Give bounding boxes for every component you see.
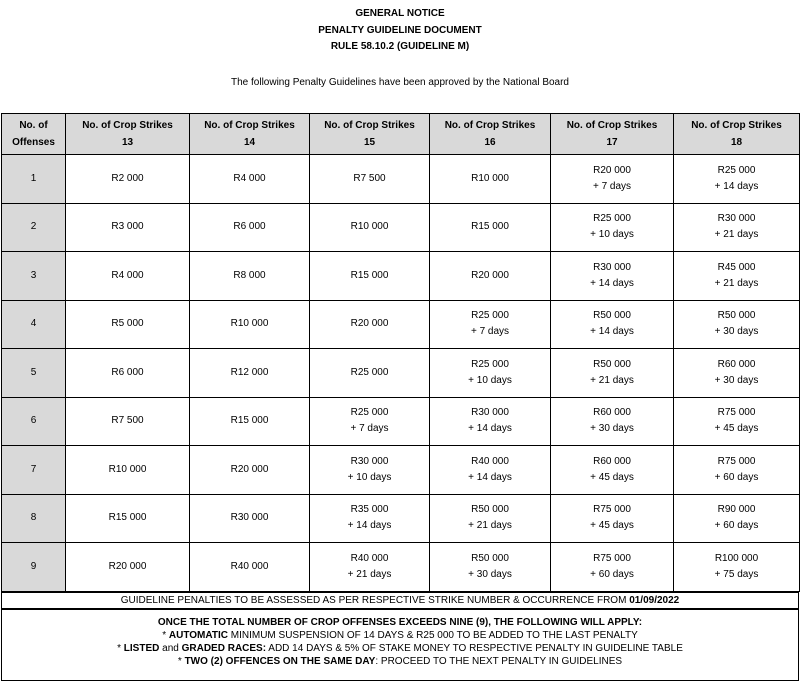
penalty-cell [674,494,800,543]
fine-amount: R50 000 [593,358,631,370]
fine-amount: R25 000 [471,358,509,370]
table-row [2,494,800,543]
fine-amount: R6 000 [111,366,144,378]
strikes-column-header: No. of Crop Strikes 13 [66,114,190,155]
penalty-cell [310,300,430,349]
strikes-column-header: No. of Crop Strikes 15 [310,114,430,155]
fine-amount: R50 000 [593,310,631,322]
penalty-cell [190,446,310,495]
document-subtitle: PENALTY GUIDELINE DOCUMENT [318,25,482,36]
fine-amount: R50 000 [717,310,756,322]
fine-amount: R15 000 [108,512,147,524]
same-day-offences-note: * TWO (2) OFFENCES ON THE SAME DAY: PROCEED TO THE NEXT PENALTY IN GUIDELINES [177,656,623,667]
fine-amount: R4 000 [111,269,144,281]
fine-amount: R8 000 [233,269,266,281]
penalty-cell [430,300,551,349]
penalty-cell [430,252,551,301]
suspension-days: + 14 days [468,423,512,435]
penalty-cell [310,349,430,398]
fine-amount: R25 000 [593,213,631,225]
offense-number-cell: 7 [2,446,66,495]
offense-number-cell: 8 [2,494,66,543]
suspension-days: + 10 days [590,229,634,241]
penalty-cell [430,349,551,398]
excess-offenses-heading: ONCE THE TOTAL NUMBER OF CROP OFFENSES EXCEEDS NINE (9), THE FOLLOWING WILL APPLY: [157,617,643,628]
fine-amount: R35 000 [350,504,389,516]
table-row [2,349,800,398]
suspension-days: + 7 days [470,326,510,338]
fine-amount: R15 000 [350,269,389,281]
penalty-cell [66,155,190,204]
penalty-cell [430,203,551,252]
penalty-cell [551,155,674,204]
offense-number-cell: 9 [2,543,66,592]
suspension-days: + 14 days [590,277,634,289]
penalty-cell [310,494,430,543]
table-row [2,397,800,446]
penalty-cell [430,446,551,495]
fine-amount: R30 000 [593,261,631,273]
penalty-cell [190,543,310,592]
offense-number-cell: 2 [2,203,66,252]
table-row [2,203,800,252]
suspension-days: + 30 days [590,423,634,435]
table-row [2,543,800,592]
penalty-cell [66,349,190,398]
penalty-cell [66,300,190,349]
table-header-row [2,114,800,155]
fine-amount: R2 000 [111,172,144,184]
penalty-cell [551,494,674,543]
fine-amount: R40 000 [350,552,389,564]
fine-amount: R4 000 [233,172,266,184]
penalty-cell [66,252,190,301]
fine-amount: R20 000 [230,463,269,475]
penalty-cell [551,252,674,301]
penalty-cell [190,349,310,398]
penalty-cell [190,494,310,543]
suspension-days: + 14 days [468,471,512,483]
suspension-days: + 60 days [590,568,634,580]
suspension-days: + 14 days [347,520,392,532]
penalty-cell [66,494,190,543]
suspension-days: + 30 days [468,568,512,580]
penalty-cell [430,543,551,592]
penalty-cell [430,494,551,543]
penalty-cell [190,300,310,349]
listed-graded-note: * LISTED and GRADED RACES: ADD 14 DAYS & 5% OF STAKE MONEY TO RESPECTIVE PENALTY IN GUIDELINE TABLE [117,643,683,654]
fine-amount: R30 000 [471,407,509,419]
penalty-cell [551,300,674,349]
fine-amount: R25 000 [350,366,389,378]
suspension-days: + 21 days [714,229,759,241]
penalty-cell [310,203,430,252]
notice-title: GENERAL NOTICE [355,8,445,19]
fine-amount: R20 000 [471,269,509,281]
fine-amount: R15 000 [471,221,509,233]
excess-offenses-notes [1,609,799,681]
suspension-days: + 7 days [592,180,632,192]
fine-amount: R25 000 [350,407,389,419]
suspension-days: + 45 days [590,471,634,483]
suspension-days: + 21 days [347,568,392,580]
penalty-cell [674,349,800,398]
penalty-cell [310,252,430,301]
penalty-cell [66,446,190,495]
fine-amount: R6 000 [233,221,266,233]
fine-amount: R10 000 [471,172,509,184]
penalty-cell [674,155,800,204]
fine-amount: R7 500 [353,172,386,184]
penalty-cell [551,543,674,592]
suspension-days: + 21 days [714,277,759,289]
fine-amount: R30 000 [350,455,389,467]
strikes-column-header: No. of Crop Strikes 16 [430,114,551,155]
penalty-cell [551,397,674,446]
penalty-cell [674,446,800,495]
offense-number-cell: 3 [2,252,66,301]
table-row [2,155,800,204]
offense-number-cell: 1 [2,155,66,204]
table-row [2,446,800,495]
penalty-cell [674,252,800,301]
penalty-cell [190,397,310,446]
fine-amount: R10 000 [230,318,269,330]
fine-amount: R60 000 [593,455,631,467]
fine-amount: R40 000 [230,560,269,572]
fine-amount: R100 000 [714,552,759,564]
suspension-days: + 10 days [347,471,392,483]
penalty-cell [190,155,310,204]
fine-amount: R30 000 [230,512,269,524]
table-row [2,300,800,349]
penalty-cell [310,155,430,204]
rule-reference: RULE 58.10.2 (GUIDELINE M) [330,41,470,52]
suspension-days: + 14 days [590,326,634,338]
fine-amount: R5 000 [111,318,144,330]
fine-amount: R45 000 [717,261,756,273]
suspension-days: + 14 days [714,180,759,192]
fine-amount: R25 000 [717,164,756,176]
fine-amount: R3 000 [111,221,144,233]
penalty-cell [66,543,190,592]
fine-amount: R10 000 [350,221,389,233]
penalty-cell [551,349,674,398]
penalty-cell [674,397,800,446]
suspension-days: + 7 days [350,423,389,435]
penalty-cell [310,543,430,592]
penalty-cell [674,300,800,349]
fine-amount: R90 000 [717,504,756,516]
fine-amount: R60 000 [593,407,631,419]
suspension-days: + 60 days [714,471,759,483]
fine-amount: R50 000 [471,552,509,564]
approval-statement: The following Penalty Guidelines have been approved by the National Board [231,77,569,88]
fine-amount: R7 500 [111,415,144,427]
fine-amount: R40 000 [471,455,509,467]
penalty-cell [674,543,800,592]
fine-amount: R75 000 [717,455,756,467]
penalty-cell [674,203,800,252]
penalty-cell [310,446,430,495]
fine-amount: R20 000 [350,318,389,330]
penalty-cell [551,203,674,252]
penalty-cell [66,397,190,446]
automatic-suspension-note: * AUTOMATIC MINIMUM SUSPENSION OF 14 DAYS & R25 000 TO BE ADDED TO THE LAST PENALTY [162,630,638,641]
suspension-days: + 45 days [714,423,759,435]
fine-amount: R75 000 [593,504,631,516]
suspension-days: + 10 days [468,374,512,386]
fine-amount: R25 000 [471,310,509,322]
strikes-column-header: No. of Crop Strikes 17 [551,114,674,155]
suspension-days: + 75 days [714,568,759,580]
fine-amount: R15 000 [230,415,269,427]
fine-amount: R50 000 [471,504,509,516]
suspension-days: + 21 days [468,520,512,532]
penalty-cell [190,203,310,252]
penalty-cell [310,397,430,446]
penalty-cell [190,252,310,301]
fine-amount: R30 000 [717,213,756,225]
suspension-days: + 30 days [714,326,759,338]
offense-number-cell: 6 [2,397,66,446]
fine-amount: R12 000 [230,366,269,378]
fine-amount: R75 000 [593,552,631,564]
offense-number-cell: 5 [2,349,66,398]
fine-amount: R75 000 [717,407,756,419]
strikes-column-header: No. of Crop Strikes 18 [674,114,800,155]
suspension-days: + 30 days [714,374,759,386]
suspension-days: + 60 days [714,520,759,532]
fine-amount: R10 000 [108,463,147,475]
fine-amount: R20 000 [593,164,631,176]
suspension-days: + 45 days [590,520,634,532]
strikes-column-header: No. of Crop Strikes 14 [190,114,310,155]
penalty-cell [430,397,551,446]
suspension-days: + 21 days [590,374,634,386]
table-row [2,252,800,301]
fine-amount: R60 000 [717,358,756,370]
guideline-effective-note: GUIDELINE PENALTIES TO BE ASSESSED AS PER RESPECTIVE STRIKE NUMBER & OCCURRENCE FROM 01/09/2022 [1,592,799,609]
penalty-cell [66,203,190,252]
offenses-column-header: No. of Offenses [2,114,66,155]
penalty-table [1,113,800,592]
fine-amount: R20 000 [108,560,147,572]
penalty-cell [430,155,551,204]
penalty-cell [551,446,674,495]
offense-number-cell: 4 [2,300,66,349]
